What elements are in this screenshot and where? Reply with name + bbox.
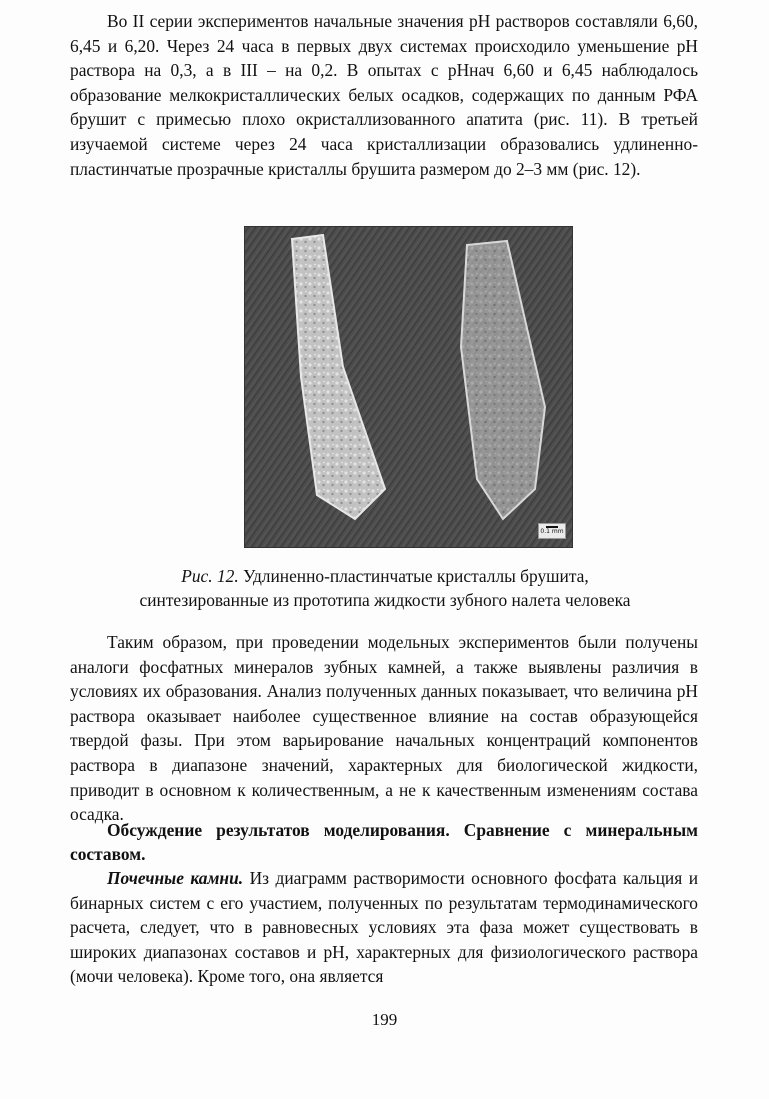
paragraph-3 <box>70 866 698 989</box>
paragraph-1-text: Во II серии экспериментов начальные значения рН растворов составляли 6,60, 6,45 и 6,20. Через 24 часа в первых двух системах происходило уменьшение рН раствора на 0,3, а в III – на 0,2. В опытах с рНнач 6,60 и 6,45 наблюдалось образование мелкокристаллических белых осадков, содержащих по данным РФА брушит с примесью плохо окристаллизованного апатита (рис. 11). В третьей изучаемой системе через 24 часа кристаллизации образовались удлиненно-пластинчатые прозрачные кристаллы брушита размером до 2–3 мм (рис. 12). <box>70 11 698 179</box>
crystal-photo-image <box>245 227 572 547</box>
paragraph-3-lead: Почечные камни. <box>107 868 244 888</box>
paragraph-3-body <box>70 866 698 989</box>
section-heading: Обсуждение результатов моделирования. Сравнение с минеральным составом. <box>70 820 698 864</box>
page-number: 199 <box>371 1010 398 1029</box>
paragraph-1 <box>70 9 698 181</box>
figure-caption <box>90 564 680 612</box>
scale-bar <box>538 523 566 539</box>
paragraph-3-text: Из диаграмм растворимости основного фосфата кальция и бинарных систем с его участием, полученных по результатам термодинамического расчета, следует, что в равновесных условиях эта фаза может существовать в широких диапазонах составов и рН, характерных для физиологического раствора (мочи человека). Кроме того, она является <box>70 868 698 987</box>
paragraph-2 <box>70 630 698 827</box>
crystal-photo <box>244 226 573 548</box>
scale-bar-label: 0.1 mm <box>540 528 564 535</box>
paragraph-2-text: Таким образом, при проведении модельных экспериментов были получены аналоги фосфатных минералов зубных камней, а также выявлены различия в условиях их образования. Анализ полученных данных показывает, что величина рН раствора оказывает наиболее существенное влияние на состав образующейся твердой фазы. При этом варьирование начальных концентраций компонентов раствора в диапазоне значений, характерных для биологической жидкости, приводит в основном к количественным, а не к качественным изменениям состава осадка. <box>70 632 698 825</box>
caption-line-1-text: Удлиненно-пластинчатые кристаллы брушита, <box>243 566 589 586</box>
caption-label: Рис. 12. <box>181 566 239 586</box>
caption-line-2: синтезированные из прототипа жидкости зубного налета человека <box>139 590 631 610</box>
caption-line-1 <box>90 564 680 588</box>
